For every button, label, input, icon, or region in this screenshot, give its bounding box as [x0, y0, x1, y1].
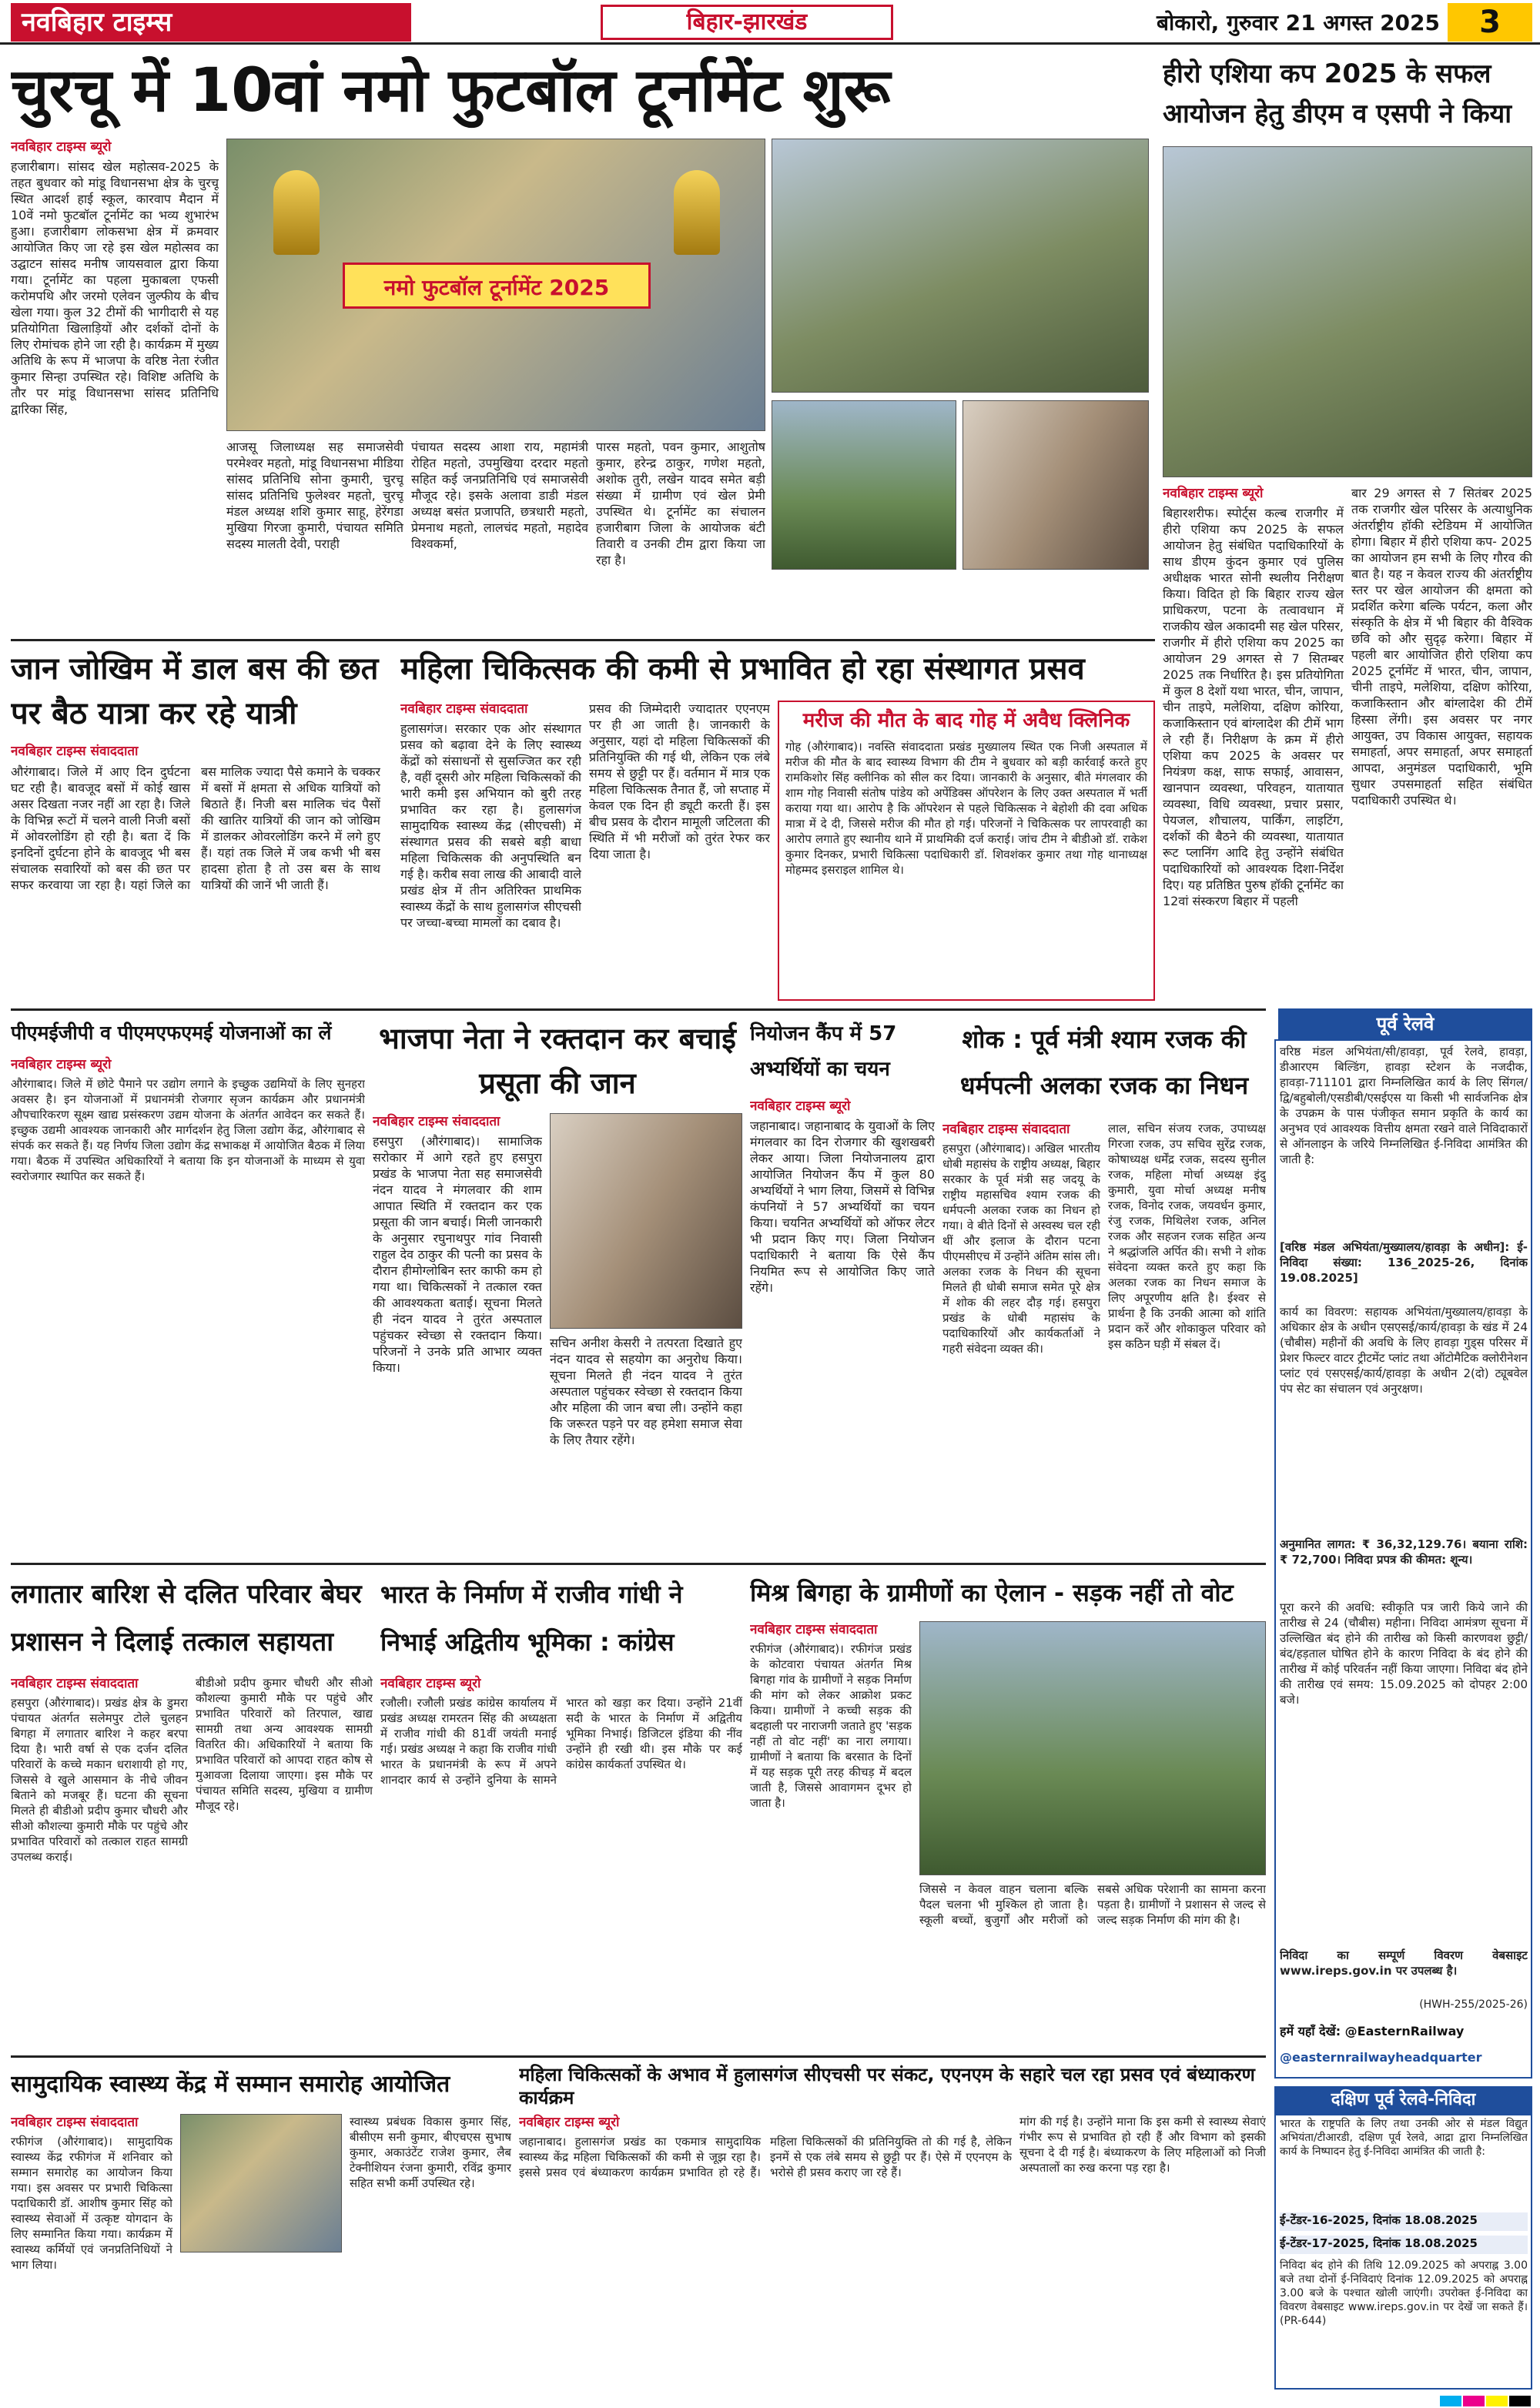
yellow-swatch — [1486, 2396, 1508, 2406]
lead-body-4: पारस महतो, पवन कुमार, आशुतोष कुमार, हरेन्द्र ठाकुर, गणेश महतो, अशोक तुरी, लखेन यादव समेत बड़ी संख्या में ग्रामीण एवं खेल प्रेमी उपस्थित थे। टूर्नामेंट का संचालन हजारीबाग जिला के आयोजक बंटी तिवारी व उनकी टीम द्वारा किया जा रहा है। — [596, 440, 765, 567]
team-photo-2 — [962, 400, 1149, 570]
lead-byline: नवबिहार टाइम्स ब्यूरो — [11, 139, 112, 155]
section-name: बिहार-झारखंड — [601, 5, 893, 40]
road-body-2: जिससे न केवल वाहन चलाना बल्कि पैदल चलना भी मुश्किल हो जाता है। स्कूली बच्चों, बुजुर्गों और मरीजों को सबसे अधिक परेशानी का सामना करना पड़ता है। ग्रामीणों ने प्रशासन से जल्द से जल्द सड़क निर्माण की मांग की है। — [919, 1882, 1266, 1927]
blood-body: हसपुरा (औरंगाबाद)। सामाजिक सरोकार में आगे रहते हुए हसपुरा प्रखंड के भाजपा नेता सह समाजसेवी नंदन यादव ने मंगलवार की शाम आपात स्थिति में रक्तदान कर एक प्रसूता की जान बचाई। मिली जानकारी के अनुसार रघुनाथपुर गांव निवासी राहुल देव ठाकुर की पत्नी का प्रसव के दौरान हीमोग्लोबिन स्तर काफी कम हो गया था। चिकित्सकों ने तत्काल रक्त की आवश्यकता बताई। सूचना मिलते ही नंदन यादव ने तुरंत अस्पताल पहुंचकर स्वेच्छा से रक्तदान किया। परिजनों ने उनके प्रति आभार व्यक्त किया। — [373, 1134, 542, 1375]
black-swatch — [1509, 2396, 1531, 2406]
blood-byline: नवबिहार टाइम्स संवाददाता — [373, 1114, 500, 1129]
lead-body-1: हजारीबाग। सांसद खेल महोत्सव-2025 के तहत बुधवार को मांडू विधानसभा क्षेत्र के चुरचू स्थित आदर्श हाई स्कूल, कारवाप मैदान में 10वें नमो फुटबॉल टूर्नामेंट का भव्य शुभारंभ हुआ। हजारीबाग लोकसभा क्षेत्र में क्रमवार आयोजित किए जा रहे इस खेल महोत्सव का उद्घाटन सांसद मनीष जायसवाल द्वारा किया गया। टूर्नामेंट का पहला मुकाबला एफसी करोमपथि और जरमो एलेवन जुल्फीय के बीच खेला गया। कुल 32 टीमों की भागीदारी से यह प्रतियोगिता खिलाड़ियों और दर्शकों दोनों के लिए रोमांचक होने जा रही है। कार्यक्रम में मुख्य अतिथि के रूप में भाजपा के वरिष्ठ नेता रंजीत कुमार सिन्हा उपस्थित रहे। विशिष्ट अतिथि के तौर पर मांडू विधानसभा सांसद प्रतिनिधि द्वारिका सिंह, — [11, 159, 219, 416]
railway-tender-no: [वरिष्ठ मंडल अभियंता/मुख्यालय/हावड़ा के अधीन]: ई-निविदा संख्या: 136_2025-26, दिनांक 19.08.2025] — [1280, 1240, 1528, 1285]
health-center-body: रफीगंज (औरंगाबाद)। सामुदायिक स्वास्थ्य केंद्र रफीगंज में शनिवार को सम्मान समारोह का आयोजन किया गया। इस अवसर पर प्रभारी चिकित्सा पदाधिकारी डॉ. आशीष कुमार सिंह को स्वास्थ्य सेवाओं में उत्कृष्ट योगदान के लिए सम्मानित किया गया। कार्यक्रम में स्वास्थ्य कर्मियों एवं जनप्रतिनिधियों ने भाग लिया। — [11, 2135, 172, 2272]
health-center-body-2: स्वास्थ्य प्रबंधक विकास कुमार सिंह, बीसीएम सनी कुमार, बीएचएस सुभाष कुमार, अकाउंटेंट राजेश कुमार, लैब टेक्नीशियन रंजना कुमारी, रविंद्र कुमार सहित सभी कर्मी उपस्थित रहे। — [350, 2115, 511, 2190]
railway-closing: पूरा करने की अवधि: स्वीकृति पत्र जारी किये जाने की तारीख से 24 (चौबीस) महीना। निविदा आमंत्रण सूचना में उल्लिखित बंद होने की तारीख को किसी कारणवश छुट्टी/बंद/हड़ताल घोषित होने के कारण निविदा के बंद होने की तारीख में कोई परिवर्तन नहीं किया जाएगा। निविदा बंद होने की तारीख एवं समय: 15.09.2025 को दोपहर 2:00 बजे। — [1280, 1600, 1528, 1707]
niyojan-headline: नियोजन कैंप में 57 अभ्यर्थियों का चयन — [750, 1022, 897, 1081]
dalit-body-2: बीडीओ प्रदीप कुमार चौधरी और सीओ कौशल्या कुमारी मौके पर पहुंचे और प्रभावित परिवारों को तिरपाल, खाद्य सामग्री तथा अन्य आवश्यक सामग्री वितरित की। अधिकारियों ने बताया कि प्रभावित परिवारों को आपदा राहत कोष से मुआवजा दिलाया जाएगा। इस मौके पर पंचायत समिति सदस्य, मुखिया व ग्रामीण मौजूद रहे। — [196, 1676, 373, 1813]
lead-body-2: आजसू जिलाध्यक्ष सह समाजसेवी परमेश्वर महतो, मांडू विधानसभा मीडिया सांसद प्रतिनिधि सोना कुमारी, चुरचू सांसद प्रतिनिधि फुलेश्वर महतो, चुरचू मंडल अध्यक्ष शशि कुमार साहू, हेरेंगडा मुखिया गिरजा कुमारी, पंचायत समिति सदस्य मालती देवी, पराही — [226, 440, 403, 551]
pmegp-body: औरंगाबाद। जिले में छोटे पैमाने पर उद्योग लगाने के इच्छुक उद्यमियों के लिए सुनहरा अवसर है। इन योजनाओं में प्रधानमंत्री रोजगार सृजन कार्यक्रम और प्रधानमंत्री औपचारिकरण सूक्ष्म खाद्य प्रसंस्करण उद्यम योजना के अंतर्गत आवेदन कर सकते हैं। इच्छुक उद्यमी आवश्यक जानकारी और मार्गदर्शन हेतु जिला उद्योग केंद्र, औरंगाबाद से संपर्क कर सकते हैं। यह निर्णय जिला उद्योग केंद्र सभाकक्ष में आयोजित बैठक में लिया गया। बैठक में उपस्थित अधिकारियों ने बताया कि इन योजनाओं के माध्यम से युवा स्वरोजगार स्थापित कर सकते हैं। — [11, 1077, 365, 1183]
trophy-icon — [674, 170, 720, 255]
road-byline: नवबिहार टाइम्स संवाददाता — [750, 1622, 878, 1637]
hockey-inspection-photo — [1163, 146, 1532, 477]
lead-match-photo — [772, 139, 1149, 393]
dalit-byline: नवबिहार टाइम्स संवाददाता — [11, 1676, 139, 1691]
railway-code: (HWH-255/2025-26) — [1419, 1998, 1528, 2011]
road-body: रफीगंज (औरंगाबाद)। रफीगंज प्रखंड के कोटवारा पंचायत अंतर्गत मिश्र बिगहा गांव के ग्रामीणों ने सड़क निर्माण की मांग को लेकर आक्रोश प्रकट किया। ग्रामीणों ने कच्ची सड़क की बदहाली पर नाराजगी जताते हुए 'सड़क नहीं तो वोट नहीं' का नारा लगाया। ग्रामीणों ने बताया कि बरसात के दिनों में यह सड़क पूरी तरह कीचड़ में बदल जाती है, जिससे आवागमन दूभर हो जाता है। — [750, 1642, 912, 1810]
bus-body: औरंगाबाद। जिले में आए दिन दुर्घटना घट रही है। बावजूद बसों में कोई खास असर दिखता नजर नहीं आ रहा है। जिले के विभिन्न रूटों में चलने वाली निजी बसों में ओवरलोडिंग हो रही है। बता दें कि इनदिनों दुर्घटना होने के बावजूद भी बस संचालक सवारियों को बस की छत पर सफर करवाया जा रहा है। यहां जिले का बस मालिक ज्यादा पैसे कमाने के चक्कर में बसों में क्षमता से अधिक यात्रियों को बिठाते हैं। निजी बस मालिक चंद पैसों की खातिर यात्रियों की जान को जोखिम में डालकर ओवरलोडिंग करने में लगे हुए हैं। यहां तक जिले में जब कभी भी बस हादसा होता है तो उस बस के साथ यात्रियों की जानें भी जाती हैं। — [11, 764, 380, 892]
condolence-body-2: लाल, सचिन संजय रजक, उपाध्यक्ष गिरजा रजक, उप सचिव सुरेंद्र रजक, कोषाध्यक्ष धर्मेंद्र रजक, सदस्य सुनील रजक, महिला मोर्चा अध्यक्ष इंदु कुमारी, युवा मोर्चा अध्यक्ष मनीष रजक, विनोद रजक, जयवर्धन कुमार, रंजु रजक, मिथिलेश रजक, अनिल रजक और सहजन रजक सहित अन्य ने श्रद्धांजलि अर्पित की। सभी ने शोक संवेदना व्यक्त करते हुए कहा कि अलका रजक का निधन समाज के लिए अपूरणीय क्षति है। ईश्वर से प्रार्थना है कि उनकी आत्मा को शांति प्रदान करें और शोकाकुल परिवार को इस कठिन घड़ी में संबल दें। — [1108, 1122, 1266, 1351]
trophy-icon — [273, 170, 320, 255]
section-rule — [11, 2055, 1266, 2058]
railway-work: कार्य का विवरण: सहायक अभियंता/मुख्यालय/हावड़ा के अधिकार क्षेत्र के अधीन एसएसई/कार्य/हावड़ा के खंड में 24 (चौबीस) महीनों की अवधि के लिए हावड़ा गुड्स परिसर में प्रेशर फिल्टर वाटर ट्रीटमेंट प्लांट तथा ऑटोमैटिक क्लोरीनेशन प्लांट एवं एसएसई/कार्य/हावड़ा के अधीन 2(दो) ट्यूबवेल पंप सेट का संचालन एवं अनुरक्षण। — [1280, 1305, 1528, 1396]
bus-headline: जान जोखिम में डाल बस की छत पर बैठ यात्रा कर रहे यात्री — [11, 651, 379, 731]
hulasganj-body-2: मांग की गई है। उन्होंने माना कि इस कमी से स्वास्थ्य सेवाएं गंभीर रूप से प्रभावित हो रही हैं और विभाग को इसकी सूचना दे दी गई है। बंध्याकरण के लिए महिलाओं को निजी अस्पतालों का रुख करना पड़ रहा है। — [1019, 2115, 1266, 2175]
lead-banner: नमो फुटबॉल टूर्नामेंट 2025 — [343, 263, 651, 309]
south-railway-title: दक्षिण पूर्व रेलवे-निविदा — [1274, 2086, 1532, 2114]
hockey-body-1: बिहारशरीफ। स्पोर्ट्स कल्ब राजगीर में हीरो एशिया कप 2025 के सफल आयोजन हेतु संबंधित पदाधिकारियों के साथ डीएम कुंदन कुमार एवं पुलिस अधीक्षक भारत सोनी स्थलीय निरीक्षण किया। विदित हो कि बिहार राज्य खेल प्राधिकरण, पटना के तत्वावधान में राजकीय खेल अकादमी सह खेल परिसर, राजगीर में हीरो एशिया कप 2025 का आयोजन 29 अगस्त से 7 सितम्बर 2025 तक निर्धारित है। इस प्रतियोगिता में कुल 8 देशों यथा भारत, चीन, जापान, चीन ताइपे, मलेशिया, दक्षिण कोरिया, कजाकिस्तान एवं बांग्लादेश की टीमें भाग ले रही हैं। निरीक्षण के क्रम में हीरो एशिया कप 2025 के अवसर पर नियंत्रण कक्ष, साफ सफाई, आवासन, खानपान व्यवस्था, परिवहन, यातायात व्यवस्था, विधि व्यवस्था, प्रचार प्रसार, पेयजल, शौचालय, पार्किंग, लाइटिंग, दर्शकों की बैठने की व्यवस्था, यातायात रूट प्लानिंग आदि हेतु उन्होंने संबंधित पदाधिकारियों को आवश्यक दिशा-निर्देश दिए। यह प्रतिष्ठित पुरुष हॉकी टूर्नामेंट का 12वां संस्करण बिहार में पहली — [1163, 506, 1344, 908]
niyojan-body: जहानाबाद। जहानाबाद के युवाओं के लिए मंगलवार का दिन रोजगार की खुशखबरी लेकर आया। जिला नियोजनालय द्वारा आयोजित नियोजन कैंप में कुल 80 अभ्यर्थियों ने भाग लिया, जिसमें से विभिन्न कंपनियों ने 57 अभ्यर्थियों का चयन किया। चयनित अभ्यर्थियों को ऑफर लेटर भी प्रदान किए गए। जिला नियोजन पदाधिकारी ने बताया कि ऐसे कैंप नियमित रूप से आयोजित किए जाते रहेंगे। — [750, 1119, 935, 1295]
hulasganj-byline: नवबिहार टाइम्स ब्यूरो — [519, 2115, 620, 2130]
blood-body-2: सचिन अनीश केसरी ने तत्परता दिखाते हुए नंदन यादव से सहयोग का अनुरोध किया। सूचना मिलते ही नंदन यादव ने तुरंत अस्पताल पहुंचकर स्वेच्छा से रक्तदान किया और महिला की जान बचा ली। उन्होंने कहा कि जरूरत पड़ने पर वह हमेशा समाज सेवा के लिए तैयार रहेंगे। — [550, 1336, 742, 1447]
cyan-swatch — [1440, 2396, 1461, 2406]
blood-headline: भाजपा नेता ने रक्तदान कर बचाई प्रसूता की जान — [379, 1022, 736, 1100]
hulasganj-headline: महिला चिकित्सकों के अभाव में हुलासगंज सीएचसी पर संकट, एएनएम के सहारे चल रहा प्रसव एवं बंध्याकरण कार्यक्रम — [519, 2064, 1255, 2109]
dalit-headline: लगातार बारिश से दलित परिवार बेघर प्रशासन ने दिलाई तत्काल सहायता — [11, 1579, 362, 1657]
print-color-bar — [0, 2394, 1540, 2408]
south-railway-closing: निविदा बंद होने की तिथि 12.09.2025 को अपराह्न 3.00 बजे तथा दोनों ई-निविदाएं दिनांक 12.09.2025 को अपराह्न 3.00 बजे के पश्चात खोली जाएंगी। उपरोक्त ई-निविदा का विवरण वेबसाइट www.ireps.gov.in पर देखें जा सकते हैं। (PR-644) — [1280, 2259, 1528, 2327]
rajiv-body: रजौली। रजौली प्रखंड कांग्रेस कार्यालय में प्रखंड अध्यक्ष रामरतन सिंह की अध्यक्षता में राजीव गांधी की 81वीं जयंती मनाई गई। प्रखंड अध्यक्ष ने कहा कि राजीव गांधी भारत के प्रधानमंत्री के रूप में अपने शानदार कार्य से उन्होंने दुनिया के सामने भारत को खड़ा कर दिया। उन्होंने 21वीं सदी के भारत के निर्माण में अद्वितीय भूमिका निभाई। डिजिटल इंडिया की नींव उन्होंने ही रखी थी। इस मौके पर कई कांग्रेस कार्यकर्ता उपस्थित थे। — [380, 1696, 742, 1787]
paper-name: नवबिहार टाइम्स — [11, 3, 411, 42]
section-rule — [11, 639, 1155, 641]
condolence-body: हसपुरा (औरंगाबाद)। अखिल भारतीय धोबी महासंघ के राष्ट्रीय अध्यक्ष, बिहार सरकार के पूर्व मंत्री सह जदयू के राष्ट्रीय महासचिव श्याम रजक की धर्मपत्नी अलका रजक का निधन हो गया। वे बीते दिनों से अस्वस्थ चल रही थीं और इलाज के दौरान पटना पीएमसीएच में उन्होंने अंतिम सांस ली। अलका रजक के निधन की सूचना मिलते ही धोबी समाज समेत पूरे क्षेत्र में शोक की लहर दौड़ गई। हसपुरा प्रखंड के धोबी महासंघ के पदाधिकारियों और कार्यकर्ताओं ने गहरी संवेदना व्यक्त की। — [942, 1142, 1100, 1356]
railway-website: निविदा का सम्पूर्ण विवरण वेबसाइट www.ireps.gov.in पर उपलब्ध है। — [1280, 1948, 1528, 1978]
niyojan-byline: नवबिहार टाइम्स ब्यूरो — [750, 1099, 851, 1114]
clinic-body: गोह (औरंगाबाद)। नवस्ति संवाददाता प्रखंड मुख्यालय स्थित एक निजी अस्पताल में मरीज की मौत के बाद स्वास्थ्य विभाग की टीम ने बुधवार को बड़ी कार्रवाई करते हुए रामकिशोर सिंह क्लीनिक को सील कर दिया। जानकारी के अनुसार, बीते मंगलवार की शाम गोह निवासी संतोष पांडेय को अपेंडिक्स ऑपरेशन के लिए उक्त अस्पताल में भर्ती कराया गया था। आरोप है कि ऑपरेशन से पहले चिकित्सक ने बेहोशी की दवा अधिक मात्रा में दे दी, जिससे मरीज की मौत हो गई। परिजनों ने चिकित्सक पर लापरवाही का आरोप लगाते हुए स्थानीय थाने में प्राथमिकी दर्ज कराई। जांच टीम ने बीडीओ डॉ. राकेश कुमार दिनकर, प्रभारी चिकित्सा पदाधिकारी डॉ. शिवशंकर कुमार तथा गोह थानाध्यक्ष मोहम्मद इसराइल शामिल थे। — [785, 740, 1147, 877]
south-railway-tender-1: ई-टेंडर-16-2025, दिनांक 18.08.2025 — [1280, 2212, 1528, 2231]
railway-intro: वरिष्ठ मंडल अभियंता/सी/हावड़ा, पूर्व रेलवे, हावड़ा, डीआरएम बिल्डिंग, हावड़ा स्टेशन के नजदीक, हावड़ा-711101 द्वारा निम्नलिखित कार्य के लिए सिंगल/द्वि/बहुबोली/एसडीबी/एसईएस या किसी भी सार्वजनिक क्षेत्र के उपक्रम के पास पंजीकृत समान प्रकृति के कार्य का अनुभव एवं आवश्यक वित्तीय क्षमता रखने वाले निविदाकारों से ऑनलाइन के जरिये निम्नलिखित ई-निविदा आमंत्रित की जाती है: — [1280, 1045, 1528, 1166]
railway-social-x: हमें यहाँ देखें: @EasternRailway — [1280, 2024, 1465, 2038]
railway-amount: अनुमानित लागत: ₹ 36,32,129.76। बयाना राशि: ₹ 72,700। निविदा प्रपत्र की कीमत: शून्य। — [1280, 1537, 1528, 1567]
health-center-headline: सामुदायिक स्वास्थ्य केंद्र में सम्मान समारोह आयोजित — [11, 2071, 450, 2098]
hockey-body-2: बार 29 अगस्त से 7 सितंबर 2025 तक राजगीर खेल परिसर के अत्याधुनिक अंतर्राष्ट्रीय हॉकी स्टेडियम में आयोजित होगा। बिहार में हीरो एशिया कप- 2025 का आयोजन हम सभी के लिए गौरव की बात है। यह न केवल राज्य की अंतर्राष्ट्रीय स्तर पर खेल आयोजन की क्षमता को प्रदर्शित करेगा बल्कि पर्यटन, कला और संस्कृति के क्षेत्र में भी बिहार की वैश्विक छवि को और सुदृढ़ करेगा। बिहार में पहली बार आयोजित हीरो एशिया कप 2025 टूर्नामेंट में भारत, चीन, जापान, चीनी ताइपे, मलेशिया, दक्षिण कोरिया, कजाकिस्तान और बांग्लादेश की टीमें हिस्सा लेंगी। इस अवसर पर नगर आयुक्त, उप विकास आयुक्त, सहायक समाहर्ता, अपर समाहर्ता, अपर समाहर्ता आपदा, अनुमंडल पदाधिकारी, भूमि सुधार उपसमाहर्ता सहित संबंधित पदाधिकारी उपस्थित थे। — [1351, 486, 1532, 808]
hulasganj-body: जहानाबाद। हुलासगंज प्रखंड का एकमात्र सामुदायिक स्वास्थ्य केंद्र महिला चिकित्सकों की कमी से जूझ रहा है। इससे प्रसव एवं बंध्याकरण कार्यक्रम प्रभावित हो रहे हैं। महिला चिकित्सकों की प्रतिनियुक्ति तो की गई है, लेकिन इनमें से एक लंबे समय से छुट्टी पर हैं। ऐसे में एएनएम के भरोसे ही प्रसव कराए जा रहे हैं। — [519, 2135, 1012, 2179]
lead-headline: चुरचू में 10वां नमो फुटबॉल टूर्नामेंट शुरू — [11, 56, 891, 125]
condolence-byline: नवबिहार टाइम्स संवाददाता — [942, 1122, 1070, 1137]
rajiv-byline: नवबिहार टाइम्स ब्यूरो — [380, 1676, 481, 1691]
condolence-headline: शोक : पूर्व मंत्री श्याम रजक की धर्मपत्नी अलका रजक का निधन — [959, 1025, 1249, 1100]
hockey-byline: नवबिहार टाइम्स ब्यूरो — [1163, 486, 1264, 501]
lead-stage-photo — [226, 139, 765, 431]
doctors-headline: महिला चिकित्सक की कमी से प्रभावित हो रहा संस्थागत प्रसव — [400, 651, 1085, 687]
pmegp-byline: नवबिहार टाइम्स ब्यूरो — [11, 1057, 112, 1072]
road-protest-photo — [919, 1621, 1266, 1875]
eastern-railway-title: पूर्व रेलवे — [1278, 1008, 1532, 1039]
section-rule — [11, 1563, 1266, 1565]
doctors-body-1: हुलासगंज। सरकार एक ओर संस्थागत प्रसव को बढ़ावा देने के लिए स्वास्थ्य केंद्रों को संसाधनों से सुसज्जित कर रही है, वहीं दूसरी ओर महिला चिकित्सकों की भारी कमी इस अभियान को बुरी तरह प्रभावित कर रहा है। हुलासगंज सामुदायिक स्वास्थ्य केंद्र (सीएचसी) में संस्थागत प्रसव की सबसे बड़ी बाधा महिला चिकित्सक की अनुपस्थिति बन गई है। करीब सवा लाख की आबादी वाले प्रखंड क्षेत्र में तीन अतिरिक्त प्राथमिक स्वास्थ्य केंद्रों के साथ हुलासगंज सीएचसी पर जच्चा-बच्चा मामलों का दबाव है। — [400, 721, 581, 930]
clinic-headline: मरीज की मौत के बाद गोह में अवैध क्लिनिक — [802, 709, 1130, 732]
lead-body-3: पंचायत सदस्य आशा राय, महामंत्री रोहित महतो, उपमुखिया दरदार महतो सहित कई जनप्रतिनिधि एवं समाजसेवी मौजूद रहे। इसके अलावा डाडी मंडल अध्यक्ष बसंत प्रजापति, छत्रधारी महतो, प्रेमनाथ महतो, लालचंद महतो, महादेव विश्वकर्मा, — [411, 440, 588, 551]
hockey-headline: हीरो एशिया कप 2025 के सफल आयोजन हेतु डीएम व एसपी ने किया — [1163, 59, 1512, 129]
dalit-body: हसपुरा (औरंगाबाद)। प्रखंड क्षेत्र के डुमरा पंचायत अंतर्गत सलेमपुर टोले चुलहन बिगहा में लगातार बारिश ने कहर बरपा दिया है। भारी वर्षा से एक दर्जन दलित परिवारों के कच्चे मकान धराशायी हो गए, जिससे वे खुले आसमान के नीचे जीवन बिताने को मजबूर हैं। घटना की सूचना मिलते ही बीडीओ प्रदीप कुमार चौधरी और सीओ कौशल्या कुमारी मौके पर पहुंचे और प्रभावित परिवारों को तत्काल राहत सामग्री उपलब्ध कराई। — [11, 1696, 188, 1864]
team-photo-1 — [772, 400, 956, 570]
masthead — [0, 0, 1540, 45]
railway-social-fb: @easternrailwayheadquarter — [1280, 2050, 1482, 2065]
bus-byline: नवबिहार टाइम्स संवाददाता — [11, 744, 139, 759]
south-railway-intro: भारत के राष्ट्रपति के लिए तथा उनकी ओर से मंडल विद्युत अभियंता/टीआरडी, दक्षिण पूर्व रेलवे, आद्रा द्वारा निम्नलिखित कार्य के निष्पादन हेतु ई-निविदा आमंत्रित की जाती है: — [1280, 2118, 1528, 2158]
page-number: 3 — [1448, 3, 1532, 42]
doctors-body-2: प्रसव की जिम्मेदारी ज्यादातर एएनएम पर ही आ जाती है। जानकारी के अनुसार, यहां दो महिला चिकित्सकों की प्रतिनियुक्ति की गई थी, लेकिन एक लंबे समय से छुट्टी पर हैं। वर्तमान में मात्र एक महिला चिकित्सक तैनात हैं, जो सप्ताह में केवल एक दिन ही ड्यूटी करती हैं। इस बीच प्रसव के दौरान मामूली जटिलता की स्थिति में भी मरीजों को तुरंत रेफर कर दिया जाता है। — [589, 701, 770, 861]
south-railway-tender-2: ई-टेंडर-17-2025, दिनांक 18.08.2025 — [1280, 2236, 1528, 2254]
road-headline: मिश्र बिगहा के ग्रामीणों का ऐलान - सड़क नहीं तो वोट — [750, 1578, 1234, 1607]
section-rule — [11, 1008, 1266, 1011]
health-center-photo — [180, 2114, 342, 2252]
pmegp-headline: पीएमईजीपी व पीएमएफएमई योजनाओं का लें — [11, 1022, 332, 1044]
doctors-byline: नवबिहार टाइम्स संवाददाता — [400, 701, 528, 717]
blood-donor-photo — [550, 1113, 742, 1329]
magenta-swatch — [1463, 2396, 1485, 2406]
rajiv-headline: भारत के निर्माण में राजीव गांधी ने निभाई अद्वितीय भूमिका : कांग्रेस — [380, 1580, 683, 1657]
date-line: बोकारो, गुरुवार 21 अगस्त 2025 — [1156, 10, 1440, 35]
health-center-byline: नवबिहार टाइम्स संवाददाता — [11, 2115, 139, 2130]
